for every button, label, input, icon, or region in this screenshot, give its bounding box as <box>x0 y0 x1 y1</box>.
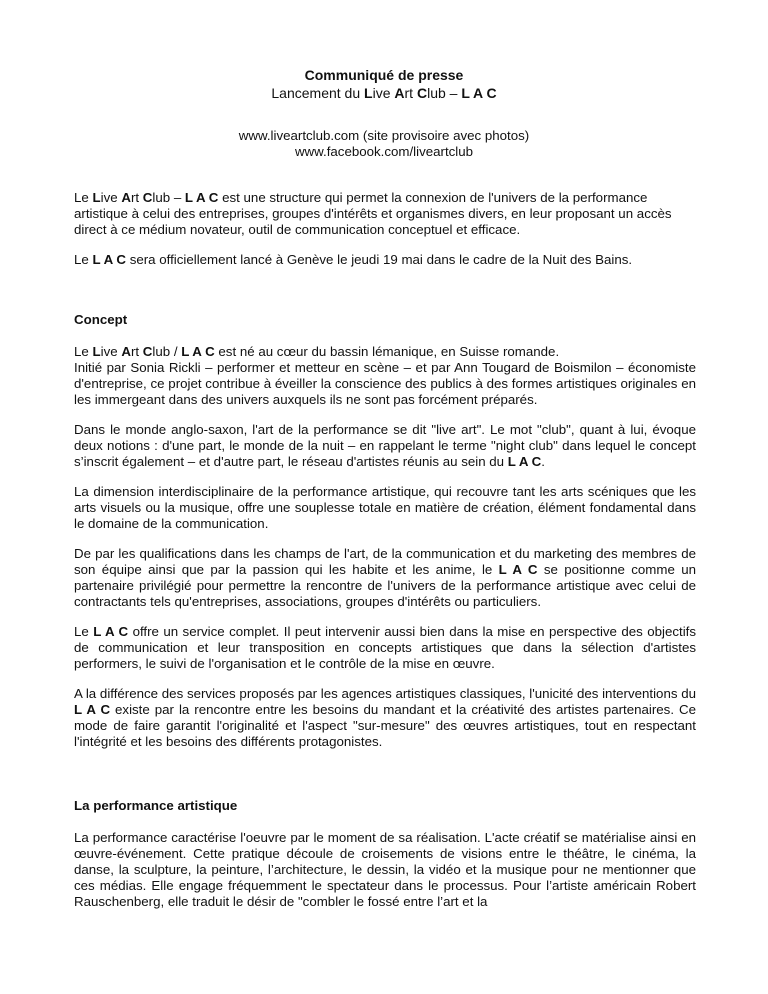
concept-paragraph-2: Dans le monde anglo-saxon, l'art de la performance se dit "live art". Le mot "club", quant à lui, évoque deux notions : d'une part, le monde de la nuit – en rappelant le terme "night club" dans lequel le concept s’inscrit également – et d'autre part, le réseau d'artistes réunis au sein du L A C. <box>74 422 696 469</box>
page-title: Communiqué de presse <box>304 67 464 83</box>
concept-paragraph-3: La dimension interdisciplinaire de la performance artistique, qui recouvre tant les arts scéniques que les arts visuels ou la musique, offre une souplesse totale en matière de création, élément fondamental dans le domaine de la communication. <box>74 484 696 531</box>
facebook-link[interactable]: www.facebook.com/liveartclub <box>294 144 474 159</box>
performance-paragraph-1: La performance caractérise l'oeuvre par le moment de sa réalisation. L'acte créatif se matérialise ainsi en œuvre-événement. Cette pratique découle de croisements de visions entre le théâtre, le cinéma, la danse, la sculpture, la peinture, l’architecture, le dessin, la vidéo et la musique pour ne mentionner que ces médias. Elle engage fréquemment le spectateur dans le processus. Pour l’artiste américain Robert Rauschenberg, elle traduit le désir de "combler le fossé entre l’art et la <box>74 830 696 909</box>
document-body <box>74 190 696 910</box>
concept-paragraph-1b: Initié par Sonia Rickli – performer et metteur en scène – et par Ann Tougard de Boismilon – économiste d'entreprise, ce projet contribue à éveiller la conscience des publics à des formes artistiques originales en les immergeant dans des univers auxquels ils ne sont pas forcément préparés. <box>74 360 696 407</box>
title-block <box>0 66 768 102</box>
concept-heading: Concept <box>74 312 128 327</box>
concept-paragraph-1: Le Live Art Club / L A C est né au cœur du bassin lémanique, en Suisse romande. <box>74 344 560 359</box>
performance-heading: La performance artistique <box>74 798 238 813</box>
page-subtitle: Lancement du Live Art Club – L A C <box>271 85 497 101</box>
concept-paragraph-6: A la différence des services proposés par les agences artistiques classiques, l'unicité des interventions du L A C existe par la rencontre entre les besoins du mandant et la créativité des artistes partenaires. Ce mode de faire garantit l'originalité et l'aspect "sur-mesure" des œuvres artistiques, tout en respectant l'intégrité et les besoins des différents protagonistes. <box>74 686 696 749</box>
website-link[interactable]: www.liveartclub.com (site provisoire avec photos) <box>238 128 530 143</box>
concept-paragraph-4: De par les qualifications dans les champs de l'art, de la communication et du marketing des membres de son équipe ainsi que par la passion qui les habite et les anime, le L A C se positionne comme un partenaire privilégié pour permettre la rencontre de l'univers de la performance artistique avec celui de contractants tels qu'entreprises, associations, groupes d'intérêts ou particuliers. <box>74 546 696 609</box>
concept-paragraph-5: Le L A C offre un service complet. Il peut intervenir aussi bien dans la mise en perspective des objectifs de communication et leur transposition en concepts artistiques que dans la sélection d'artistes performers, le suivi de l'organisation et le contrôle de la mise en œuvre. <box>74 624 696 671</box>
links-block <box>0 128 768 160</box>
intro-paragraph-2: Le L A C sera officiellement lancé à Genève le jeudi 19 mai dans le cadre de la Nuit des Bains. <box>74 252 633 267</box>
intro-paragraph-1: Le Live Art Club – L A C est une structure qui permet la connexion de l'univers de la performance artistique à celui des entreprises, groupes d'intérêts et organismes divers, en leur proposant un accès direct à ce médium novateur, outil de communication conceptuel et efficace. <box>74 190 672 237</box>
